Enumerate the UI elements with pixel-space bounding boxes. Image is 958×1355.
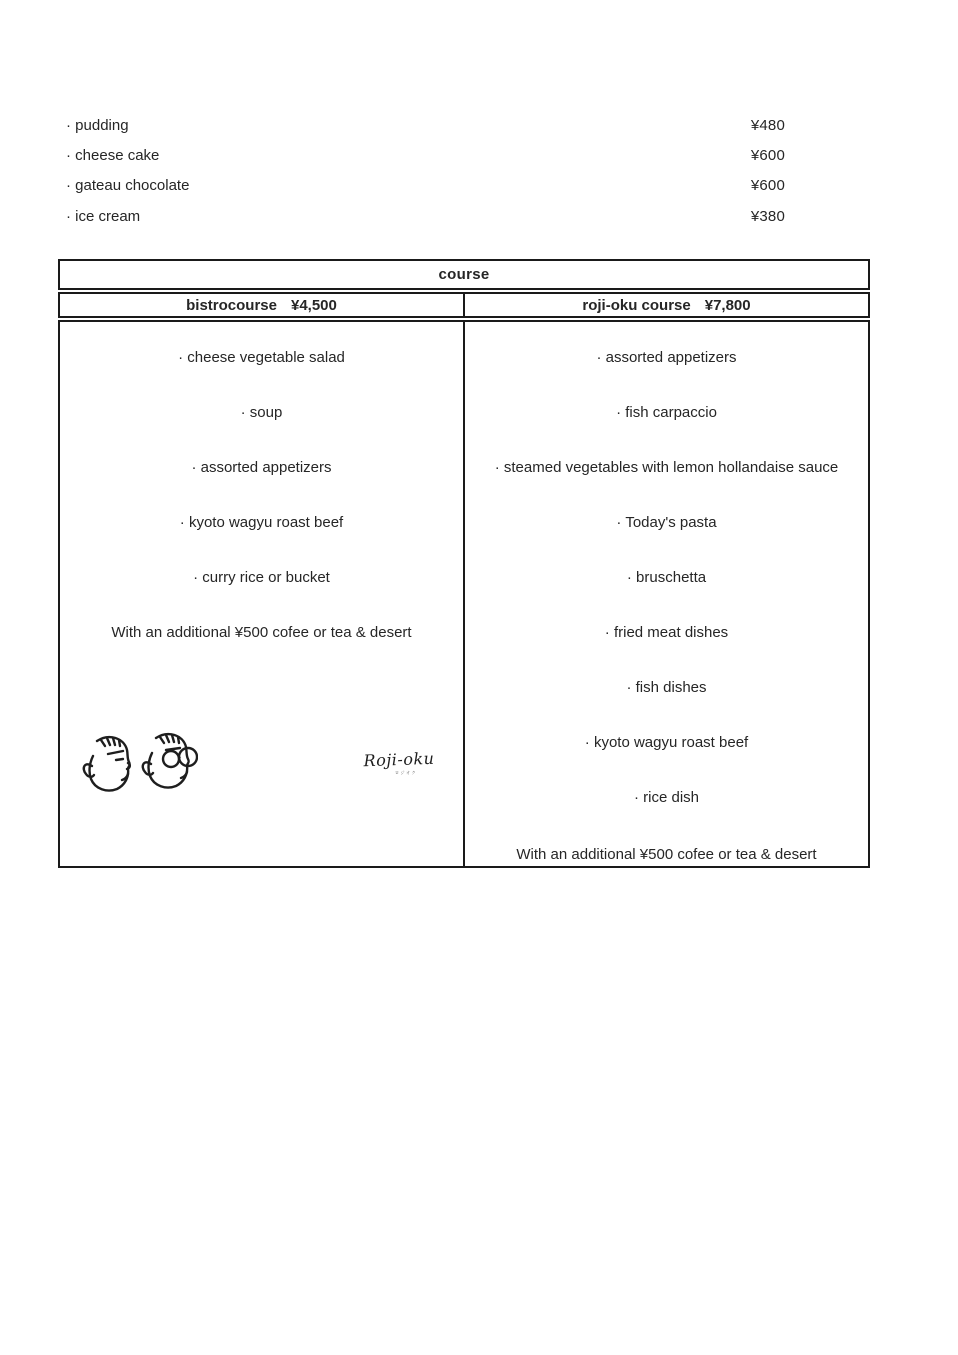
bistro-course-name: bistrocourse <box>186 296 277 314</box>
sketch-face-glasses-icon <box>138 726 198 801</box>
course-item: · kyoto wagyu roast beef <box>179 514 344 531</box>
bistro-course-cell <box>60 322 463 866</box>
course-item: · kyoto wagyu roast beef <box>584 734 749 751</box>
roji-oku-course-cell <box>463 322 868 866</box>
course-table-body <box>58 320 870 868</box>
dessert-price: ¥480 <box>750 116 785 134</box>
dessert-row <box>66 110 785 140</box>
bistro-course-price: ¥4,500 <box>290 296 337 314</box>
course-item: · cheese vegetable salad <box>178 349 345 366</box>
dessert-price: ¥600 <box>750 146 785 164</box>
course-item: · bruschetta <box>626 569 707 586</box>
course-table-headers <box>58 292 870 318</box>
roji-oku-logo-text: Roji-oku <box>363 748 435 771</box>
course-item: · assorted appetizers <box>596 349 737 366</box>
roji-oku-logo-subtext: ロジオク <box>395 770 417 775</box>
course-item: · fried meat dishes <box>604 624 729 641</box>
dessert-list <box>66 110 785 231</box>
course-item: · curry rice or bucket <box>193 569 330 586</box>
course-note: With an additional ¥500 cofee or tea & desert <box>516 846 817 863</box>
dessert-row <box>66 201 785 231</box>
roji-oku-course-price: ¥7,800 <box>704 296 751 314</box>
dessert-row <box>66 171 785 201</box>
sketch-face-icon <box>80 730 136 801</box>
course-table-title: course <box>58 259 870 290</box>
course-item: · fish carpaccio <box>616 404 717 421</box>
dessert-label: · gateau chocolate <box>66 177 190 195</box>
dessert-label: · cheese cake <box>66 146 160 164</box>
dessert-price: ¥600 <box>750 177 785 195</box>
course-item: · assorted appetizers <box>191 459 332 476</box>
dessert-row <box>66 140 785 170</box>
bistro-course-header <box>60 294 463 316</box>
course-table <box>58 259 870 868</box>
course-item: · Today's pasta <box>616 514 717 531</box>
course-item: · fish dishes <box>626 679 707 696</box>
course-item: · rice dish <box>633 789 700 806</box>
course-note: With an additional ¥500 cofee or tea & desert <box>111 624 412 641</box>
roji-oku-course-header <box>463 294 868 316</box>
course-item: · soup <box>240 404 283 421</box>
dessert-price: ¥380 <box>750 207 785 225</box>
roji-oku-course-name: roji-oku course <box>582 296 691 314</box>
course-item: · steamed vegetables with lemon hollandaise sauce <box>494 459 839 476</box>
roji-oku-logo <box>354 750 444 776</box>
dessert-label: · ice cream <box>66 207 141 225</box>
dessert-label: · pudding <box>66 116 129 134</box>
